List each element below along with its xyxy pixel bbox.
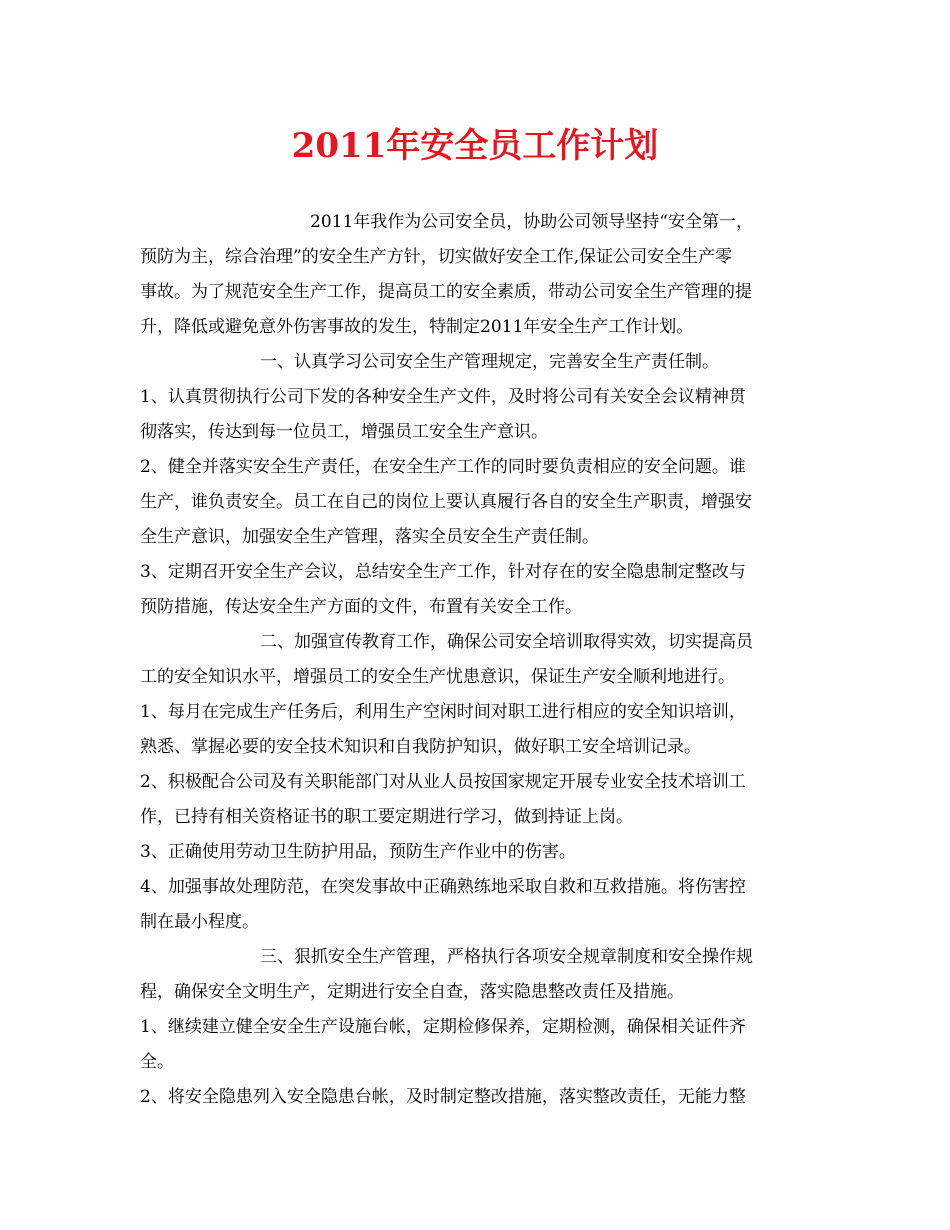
list-item-line: 作，已持有相关资格证书的职工要定期进行学习，做到持证上岗。 [140,807,633,827]
intro-paragraph-line: 2011年我作为公司安全员，协助公司领导坚持“安全第一， [310,212,753,232]
list-item-line: 3、定期召开安全生产会议，总结安全生产工作，针对存在的安全隐患制定整改与 [140,562,746,582]
section-heading-1: 一、认真学习公司安全生产管理规定，完善安全生产责任制。 [260,352,719,372]
list-item-line: 3、正确使用劳动卫生防护用品，预防生产作业中的伤害。 [140,842,576,862]
intro-paragraph-line: 预防为主，综合治理”的安全生产方针，切实做好安全工作,保证公司安全生产零 [140,247,733,267]
list-item-line: 预防措施，传达安全生产方面的文件，布置有关安全工作。 [140,597,582,617]
intro-paragraph-line: 升，降低或避免意外伤害事故的发生，特制定2011年安全生产工作计划。 [140,317,694,337]
list-item-line: 生产，谁负责安全。员工在自己的岗位上要认真履行各自的安全生产职责，增强安 [140,492,752,512]
section-heading-2: 二、加强宣传教育工作，确保公司安全培训取得实效，切实提高员 [260,632,753,652]
list-item-line: 制在最小程度。 [140,912,259,932]
list-item-line: 1、继续建立健全安全生产设施台帐，定期检修保养，定期检测，确保相关证件齐 [140,1017,746,1037]
list-item-line: 1、每月在完成生产任务后，利用生产空闲时间对职工进行相应的安全知识培训， [140,702,746,722]
list-item-line: 2、将安全隐患列入安全隐患台帐，及时制定整改措施，落实整改责任，无能力整 [140,1087,746,1107]
document-title: 2011年安全员工作计划 [291,126,659,166]
list-item-line: 2、健全并落实安全生产责任，在安全生产工作的同时要负责相应的安全问题。谁 [140,457,746,477]
section-heading-3: 三、狠抓安全生产管理，严格执行各项安全规章制度和安全操作规 [260,947,753,967]
section-heading-2-continued: 工的安全知识水平，增强员工的安全生产忧患意识，保证生产安全顺利地进行。 [140,667,735,687]
list-item-line: 彻落实，传达到每一位员工，增强员工安全生产意识。 [140,422,548,442]
list-item-line: 熟悉、掌握必要的安全技术知识和自我防护知识，做好职工安全培训记录。 [140,737,701,757]
section-heading-3-continued: 程，确保安全文明生产，定期进行安全自查，落实隐患整改责任及措施。 [140,982,684,1002]
document-body [140,205,810,1115]
list-item-line: 4、加强事故处理防范，在突发事故中正确熟练地采取自救和互救措施。将伤害控 [140,877,746,897]
list-item-line: 1、认真贯彻执行公司下发的各种安全生产文件，及时将公司有关安全会议精神贯 [140,387,746,407]
list-item-line: 全。 [140,1052,174,1072]
list-item-line: 全生产意识，加强安全生产管理，落实全员安全生产责任制。 [140,527,599,547]
list-item-line: 2、积极配合公司及有关职能部门对从业人员按国家规定开展专业安全技术培训工 [140,772,746,792]
intro-paragraph-line: 事故。为了规范安全生产工作，提高员工的安全素质，带动公司安全生产管理的提 [140,282,752,302]
